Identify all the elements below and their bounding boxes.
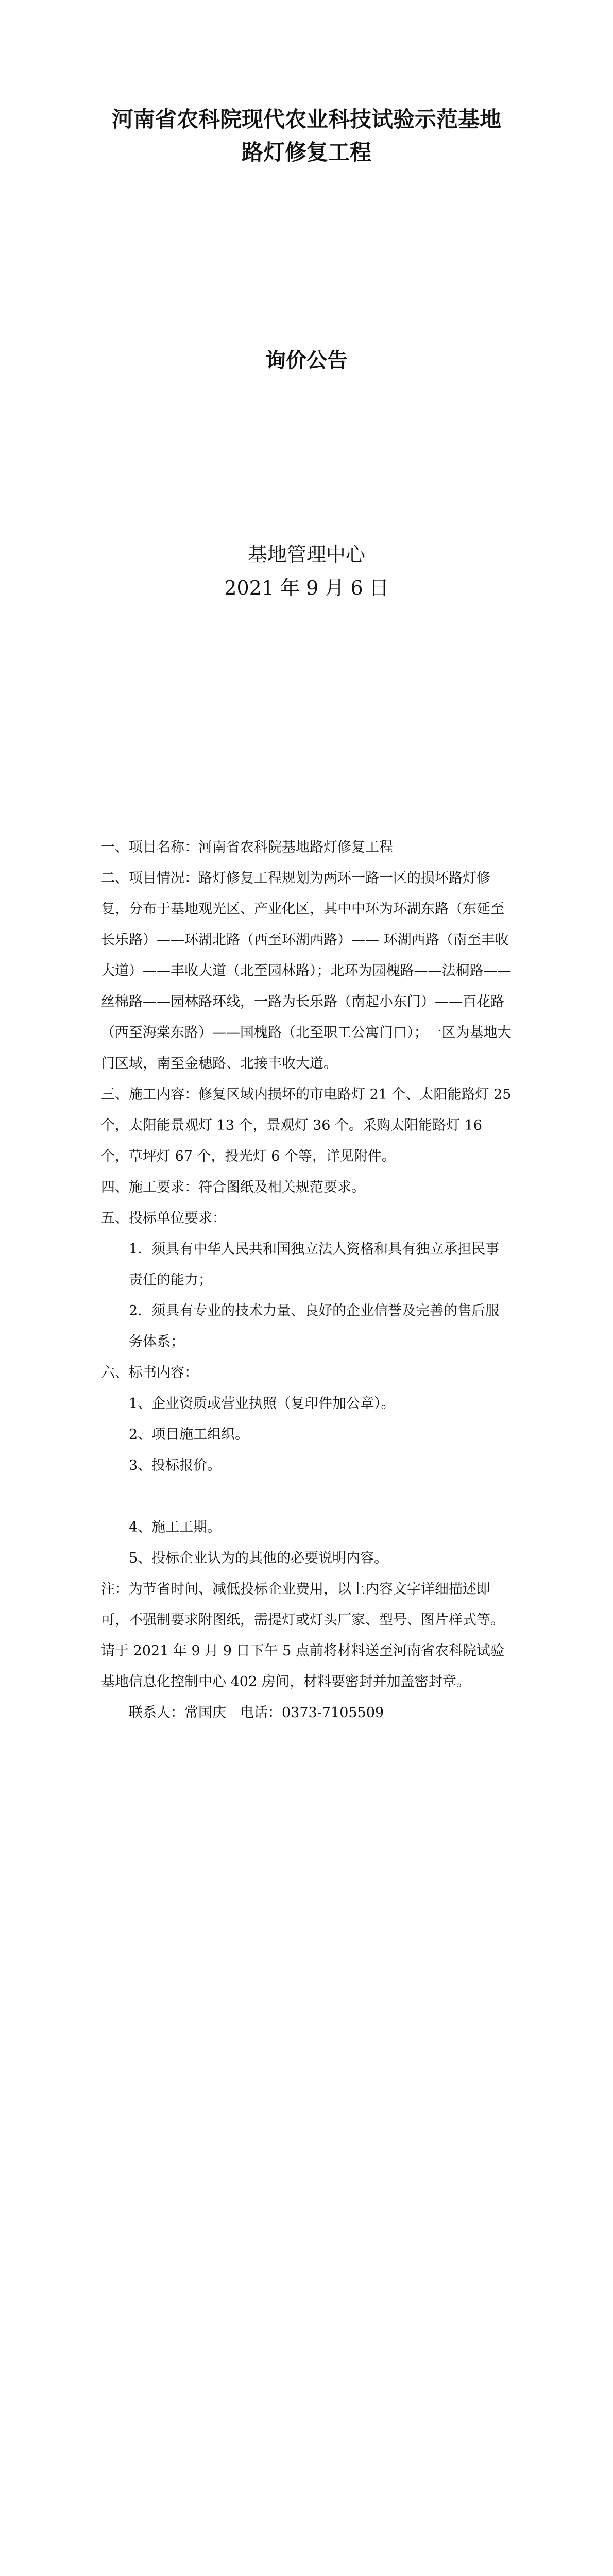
- doc-title: [0, 103, 613, 169]
- notice-heading: 询价公告: [265, 349, 348, 372]
- section-work-content: 三、施工内容：修复区域内损坏的市电路灯 21 个、太阳能路灯 25 个，太阳能景观灯 13 个，景观灯 36 个。采购太阳能路灯 16 个，草坪灯 67 个，投光灯 6 个等，详见附件。: [101, 1087, 512, 1164]
- section-project-name: 一、项目名称：河南省农科院基地路灯修复工程: [101, 839, 393, 855]
- doc-title-line2: 路灯修复工程: [241, 140, 371, 165]
- bidder-requirement-1: 1．须具有中华人民共和国独立法人资格和具有独立承担民事责任的能力；: [129, 1241, 500, 1288]
- bid-content-3: 3、投标报价。: [129, 1458, 222, 1473]
- section-work-requirements: 四、施工要求：符合图纸及相关规范要求。: [101, 1179, 365, 1195]
- bid-content-2: 2、项目施工组织。: [129, 1427, 249, 1443]
- bidder-requirement-2: 2．须具有专业的技术力量、良好的企业信誉及完善的售后服务体系；: [129, 1303, 500, 1350]
- section-project-info: 二、项目情况：路灯修复工程规划为两环一路一区的损坏路灯修复，分布于基地观光区、产业化区，其中中环为环湖东路（东延至长乐路）——环湖北路（西至环湖西路）—— 环湖西路（南至丰收大道）——丰收大道（北至园林路）；北环为园槐路——法桐路——丝棉路——园林路环线，一路为长乐路（南起小东门）——百花路（西至海棠东路）——国槐路（北至职工公寓门口）；一区为基地大门区域，南至金穗路、北接丰收大道。: [101, 870, 512, 1072]
- issue-date: 2021 年 9 月 6 日: [224, 577, 389, 599]
- notice-body: [101, 832, 513, 1728]
- bid-content-1: 1、企业资质或营业执照（复印件加公章）。: [129, 1396, 395, 1412]
- issuing-org: 基地管理中心: [247, 543, 365, 566]
- section-bid-content: 六、标书内容：: [101, 1365, 198, 1381]
- contact-line: 联系人：常国庆 电话：0373-7105509: [129, 1705, 384, 1721]
- doc-title-line1: 河南省农科院现代农业科技试验示范基地: [111, 107, 501, 132]
- submission-note: 注：为节省时间、减低投标企业费用，以上内容文字详细描述即可，不强制要求附图纸，需提灯或灯头厂家、型号、图片样式等。请于 2021 年 9 月 9 日下午 5 点前将材料送至河南省农科院试验基地信息化控制中心 402 房间，材料要密封并加盖密封章。: [101, 1581, 504, 1690]
- section-bidder-requirements: 五、投标单位要求：: [101, 1210, 226, 1226]
- bid-content-4: 4、施工工期。: [129, 1519, 222, 1535]
- bid-content-5: 5、投标企业认为的其他的必要说明内容。: [129, 1550, 388, 1566]
